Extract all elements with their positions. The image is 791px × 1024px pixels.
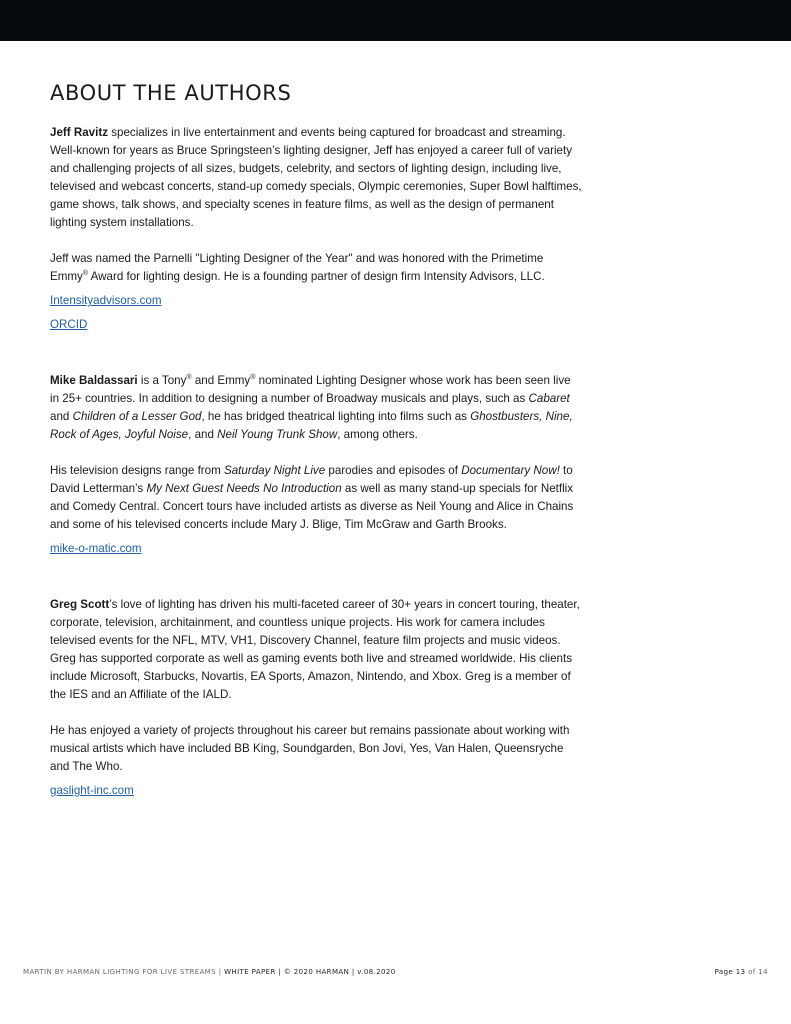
- page-footer: [23, 968, 768, 980]
- author-bio-paragraph: Mike Baldassari is a Tony® and Emmy® nominated Lighting Designer whose work has been seen live in 25+ countries. In addition to designing a number of Broadway musicals and plays, such as Cabaret and Children of a Lesser God, he has bridged theatrical lighting into films such as Ghostbusters, Nine, Rock of Ages, Joyful Noise, and Neil Young Trunk Show, among others.: [50, 374, 573, 441]
- author-name: Jeff Ravitz: [50, 126, 108, 139]
- intensityadvisors-link[interactable]: Intensityadvisors.com: [50, 294, 162, 307]
- author-bio-paragraph: He has enjoyed a variety of projects throughout his career but remains passionate about working with musical artists which have included BB King, Soundgarden, Bon Jovi, Yes, Van Halen, Queensryche and The Who.: [50, 724, 570, 773]
- author-bio-paragraph: Jeff was named the Parnelli "Lighting Designer of the Year" and was honored with the Primetime Emmy® Award for lighting design. He is a founding partner of design firm Intensity Advisors, LLC.: [50, 252, 545, 283]
- orcid-link[interactable]: ORCID: [50, 318, 88, 331]
- author-name: Greg Scott: [50, 598, 110, 611]
- page-content: [50, 80, 582, 800]
- author-bio-paragraph: His television designs range from Saturday Night Live parodies and episodes of Documentary Now! to David Letterman’s My Next Guest Needs No Introduction as well as many stand-up specials for Netflix and Comedy Central. Concert tours have included artists as diverse as Neil Young and Alice in Chains and some of his televised concerts include Mary J. Blige, Tim McGraw and Garth Brooks.: [50, 464, 574, 531]
- author-bio-paragraph: Jeff Ravitz specializes in live entertainment and events being captured for broadcast and streaming. Well-known for years as Bruce Springsteen’s lighting designer, Jeff has enjoyed a career full of variety and challenging projects of all sizes, budgets, celebrity, and sectors of lighting design, including live, televised and webcast concerts, stand-up comedy specials, Olympic ceremonies, Super Bowl halftimes, game shows, talk shows, and specialty scenes in feature films, as well as the design of permanent lighting system installations.: [50, 126, 582, 229]
- author-bio-paragraph: Greg Scott’s love of lighting has driven his multi-faceted career of 30+ years in concert touring, theater, corporate, television, architainment, and countless unique projects. His work for camera includes televised events for the NFL, MTV, VH1, Discovery Channel, feature film projects and music videos. Greg has supported corporate as well as gaming events both live and streamed worldwide. His clients include Microsoft, Starbucks, Novartis, EA Sports, Amazon, Nintendo, and Xbox. Greg is a member of the IES and an Affiliate of the IALD.: [50, 598, 580, 701]
- footer-document-info: MARTIN BY HARMAN LIGHTING FOR LIVE STREAMS | WHITE PAPER | © 2020 HARMAN | v.08.2020: [23, 968, 396, 976]
- mike-o-matic-link[interactable]: mike-o-matic.com: [50, 542, 142, 555]
- gaslight-inc-link[interactable]: gaslight-inc.com: [50, 784, 134, 797]
- author-name: Mike Baldassari: [50, 374, 138, 387]
- header-bar: [0, 0, 791, 41]
- page-title: ABOUT THE AUTHORS: [50, 81, 292, 105]
- footer-page-number: Page 13 of 14: [714, 968, 768, 976]
